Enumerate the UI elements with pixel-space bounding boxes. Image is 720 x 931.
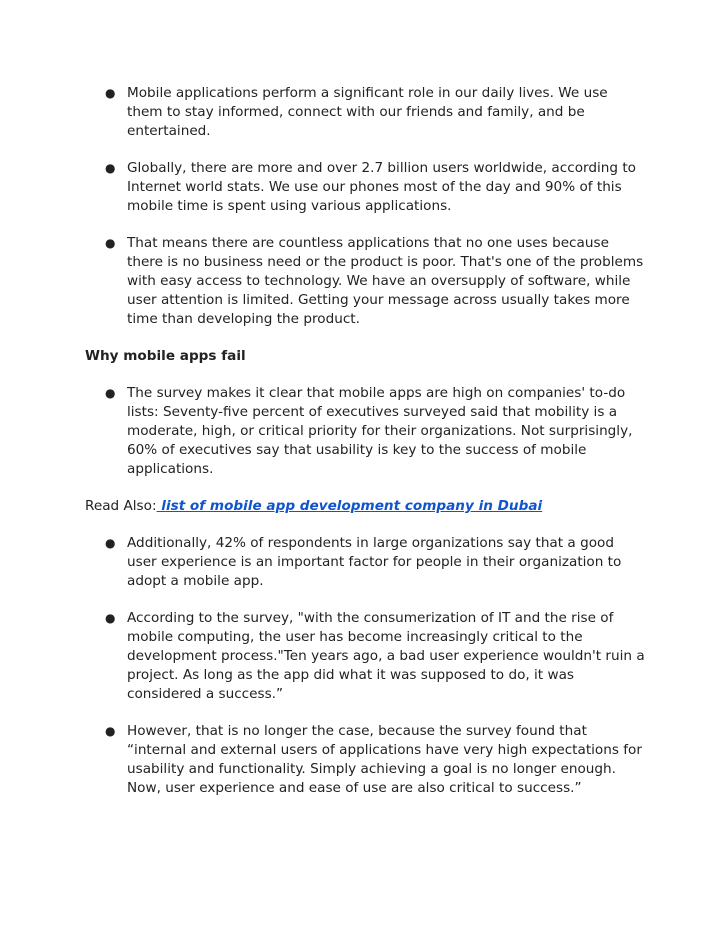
section-heading: Why mobile apps fail (85, 348, 246, 364)
list-item (85, 384, 645, 479)
list-item (85, 84, 645, 141)
list-item-text: According to the survey, "with the consumerization of IT and the rise of mobile computing, the user has become increasingly critical to the development process."Ten years ago, a bad user experience wouldn't ruin a project. As long as the app did what it was supposed to do, it was considered a success.” (127, 610, 645, 702)
document-body (85, 84, 645, 816)
bullet-icon: ● (105, 236, 116, 250)
list-item-text: The survey makes it clear that mobile apps are high on companies' to-do lists: Seventy-five percent of executives surveyed said that mobility is a moderate, high, or critical priority for their organizations. Not surprisingly, 60% of executives say that usability is key to the success of mobile applications. (127, 385, 633, 477)
intro-bullet-list (85, 84, 645, 329)
read-also-label: Read Also: (85, 498, 157, 514)
list-item (85, 609, 645, 704)
list-item-text: However, that is no longer the case, because the survey found that “internal and external users of applications have very high expectations for usability and functionality. Simply achieving a goal is no longer enough. Now, user experience and ease of use are also critical to success.” (127, 723, 642, 796)
bullet-icon: ● (105, 611, 116, 625)
list-item-text: That means there are countless applications that no one uses because there is no business need or the product is poor. That's one of the problems with easy access to technology. We have an oversupply of software, while user attention is limited. Getting your message across usually takes more time than developing the product. (127, 235, 644, 327)
bullet-icon: ● (105, 724, 116, 738)
list-item-text: Globally, there are more and over 2.7 billion users worldwide, according to Internet world stats. We use our phones most of the day and 90% of this mobile time is spent using various applications. (127, 160, 636, 214)
bullet-icon: ● (105, 86, 116, 100)
list-item (85, 722, 645, 798)
bullet-icon: ● (105, 386, 116, 400)
fail-bullet-list (85, 384, 645, 479)
list-item (85, 234, 645, 329)
bullet-icon: ● (105, 536, 116, 550)
read-also-link[interactable]: list of mobile app development company in Dubai (156, 498, 543, 514)
list-item-text: Additionally, 42% of respondents in large organizations say that a good user experience is an important factor for people in their organization to adopt a mobile app. (127, 535, 622, 589)
list-item (85, 159, 645, 216)
more-bullet-list (85, 534, 645, 798)
read-also-line (85, 497, 645, 516)
list-item-text: Mobile applications perform a significant role in our daily lives. We use them to stay informed, connect with our friends and family, and be entertained. (127, 85, 608, 139)
list-item (85, 534, 645, 591)
bullet-icon: ● (105, 161, 116, 175)
